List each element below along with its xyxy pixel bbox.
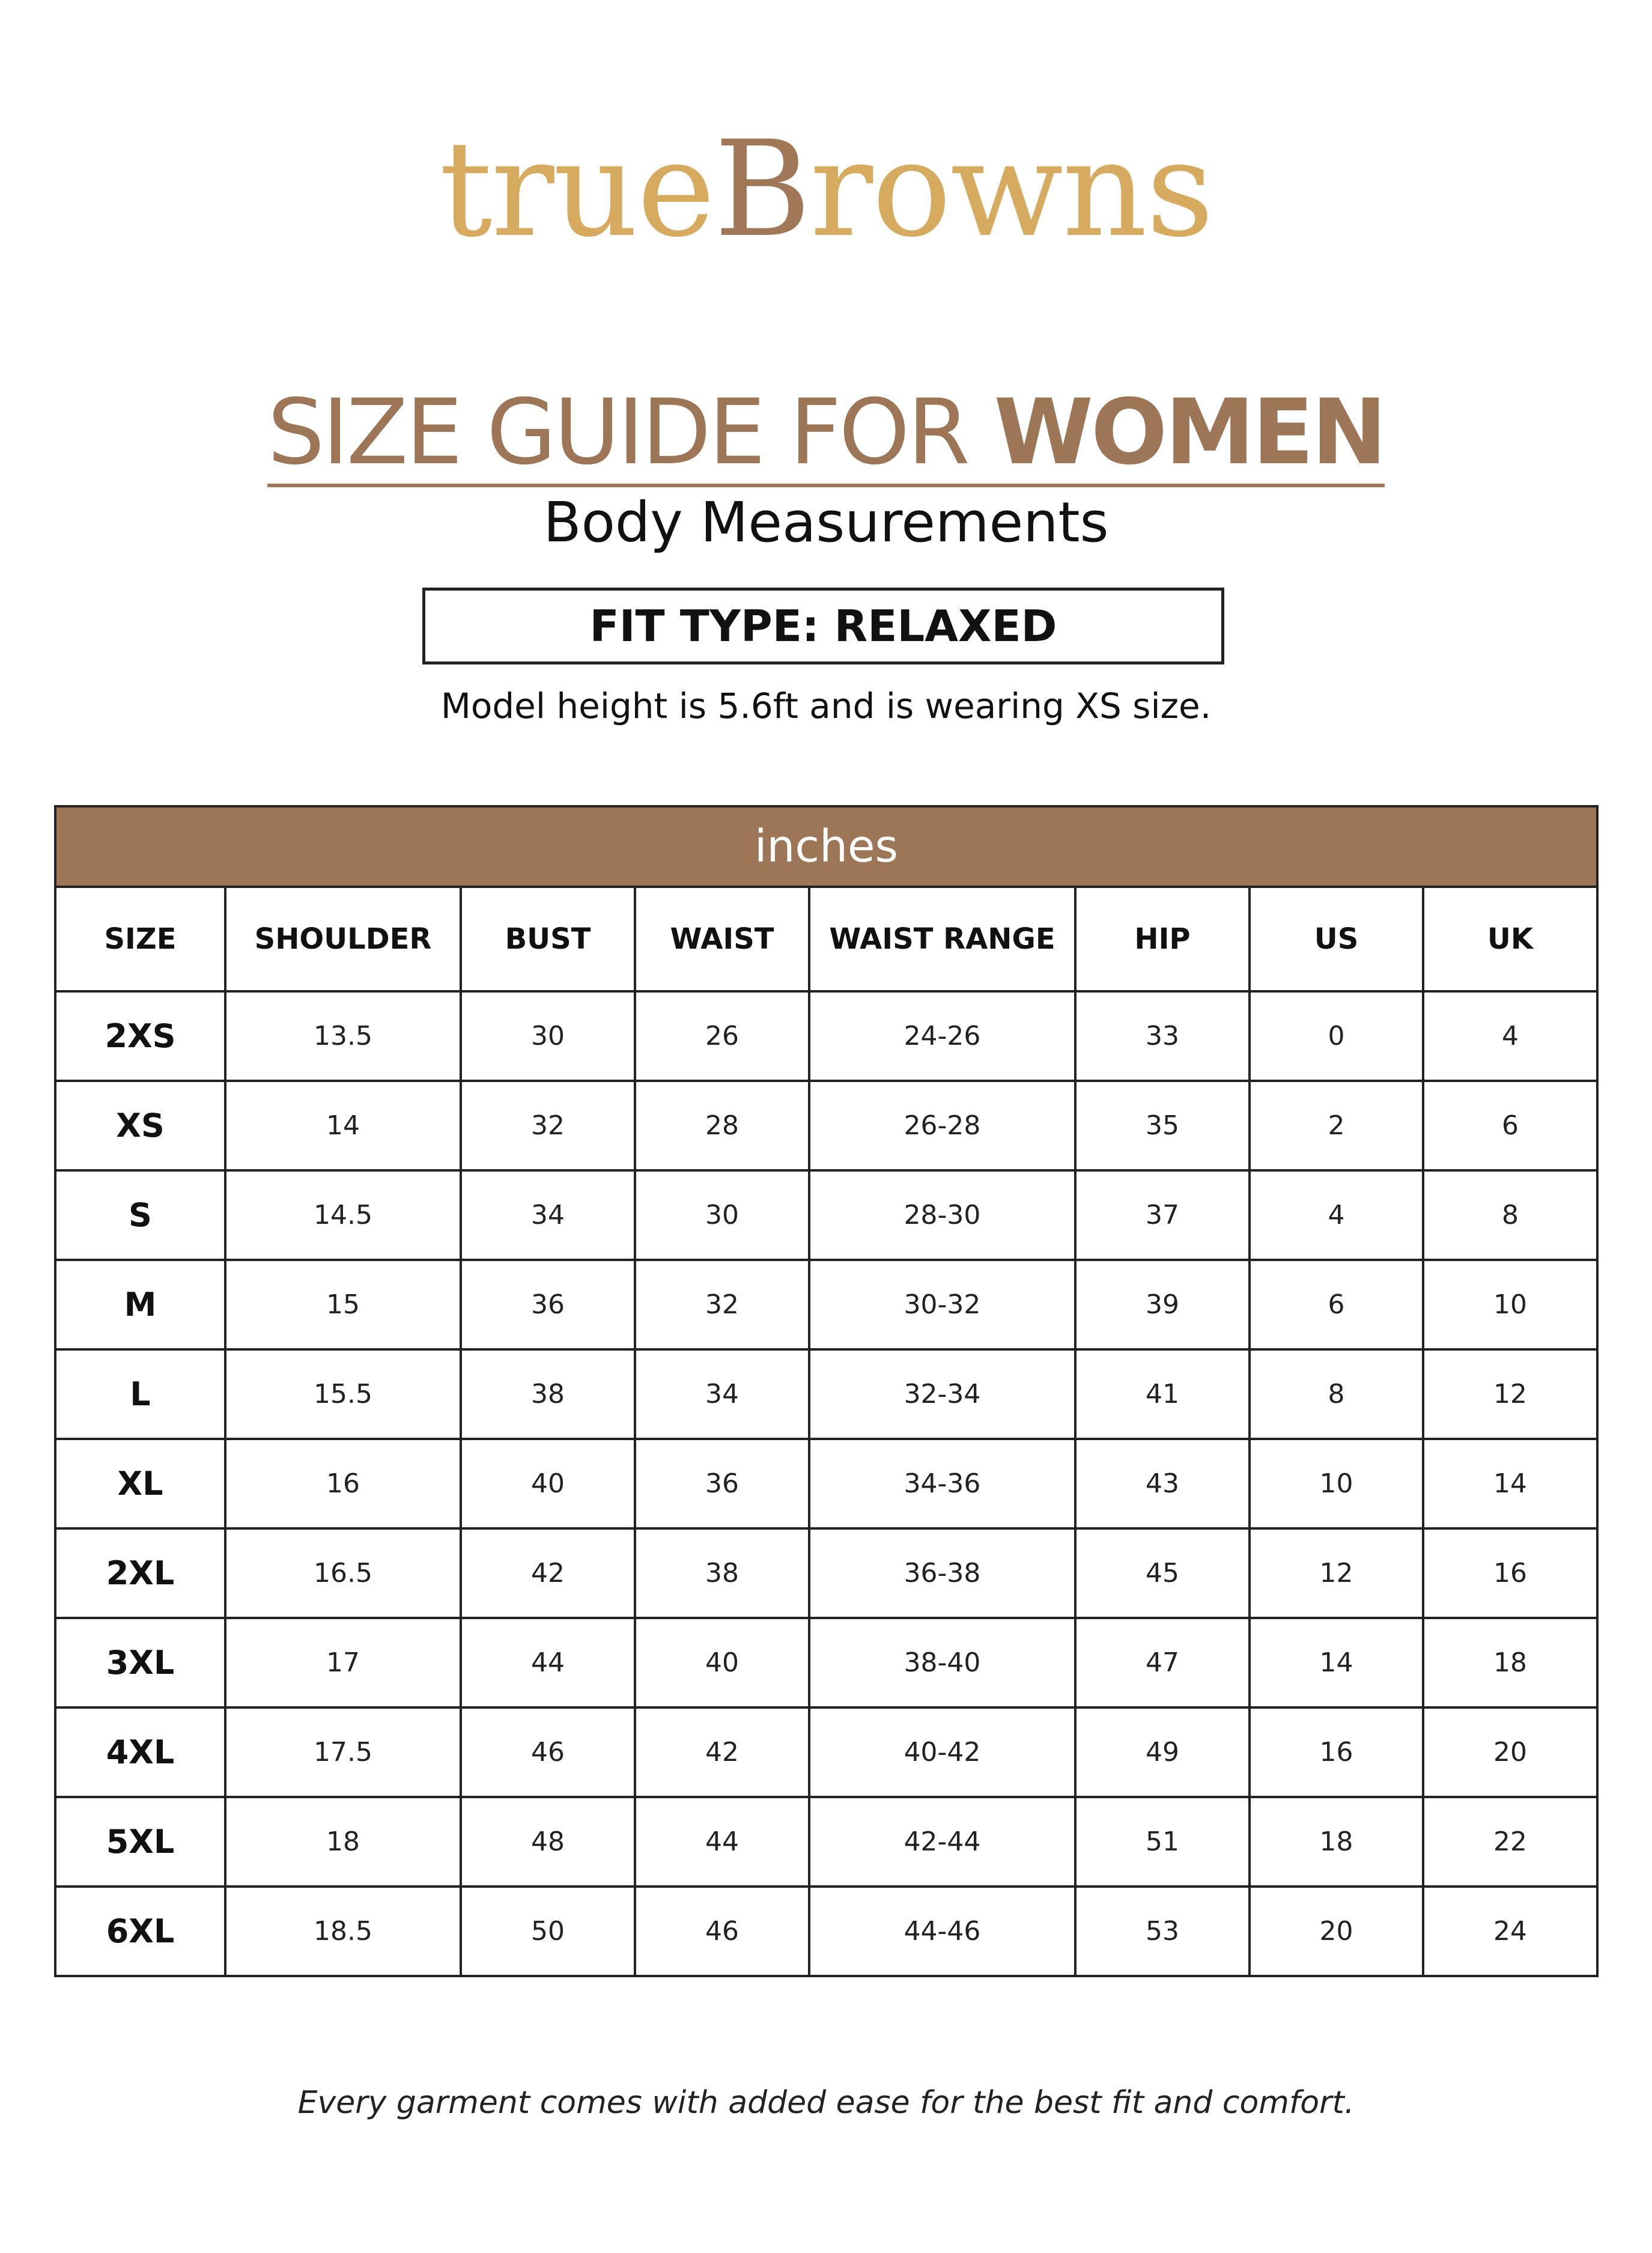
column-header: SHOULDER	[225, 887, 461, 991]
table-cell: 51	[1075, 1797, 1250, 1887]
unit-header-row	[55, 806, 1597, 887]
size-cell: XL	[55, 1439, 225, 1528]
table-cell: 18	[1423, 1618, 1597, 1707]
table-cell: 2	[1250, 1081, 1423, 1170]
table-cell: 14.5	[225, 1170, 461, 1260]
table-cell: 24	[1423, 1887, 1597, 1976]
table-cell: 4	[1423, 991, 1597, 1081]
table-cell: 4	[1250, 1170, 1423, 1260]
size-table-body	[55, 991, 1597, 1976]
table-cell: 22	[1423, 1797, 1597, 1887]
table-cell: 30	[635, 1170, 809, 1260]
brand-logo	[0, 112, 1652, 266]
table-cell: 14	[225, 1081, 461, 1170]
table-cell: 18	[1250, 1797, 1423, 1887]
table-cell: 8	[1423, 1170, 1597, 1260]
page-subtitle: Body Measurements	[543, 490, 1109, 555]
table-cell: 10	[1423, 1260, 1597, 1349]
column-header: WAIST	[635, 887, 809, 991]
column-header-row	[55, 887, 1597, 991]
table-cell: 6	[1423, 1081, 1597, 1170]
size-cell: 5XL	[55, 1797, 225, 1887]
table-row	[55, 1081, 1597, 1170]
table-cell: 13.5	[225, 991, 461, 1081]
model-note: Model height is 5.6ft and is wearing XS size.	[440, 686, 1212, 726]
table-cell: 38	[461, 1349, 635, 1439]
table-cell: 33	[1075, 991, 1250, 1081]
table-cell: 12	[1423, 1349, 1597, 1439]
table-cell: 37	[1075, 1170, 1250, 1260]
table-cell: 6	[1250, 1260, 1423, 1349]
table-cell: 39	[1075, 1260, 1250, 1349]
table-cell: 36	[635, 1439, 809, 1528]
size-cell: XS	[55, 1081, 225, 1170]
table-row	[55, 1528, 1597, 1618]
table-cell: 44	[635, 1797, 809, 1887]
table-cell: 49	[1075, 1707, 1250, 1797]
table-cell: 40	[635, 1618, 809, 1707]
page-title-bold: WOMEN	[994, 380, 1385, 485]
table-cell: 14	[1250, 1618, 1423, 1707]
table-row	[55, 991, 1597, 1081]
size-cell: 6XL	[55, 1887, 225, 1976]
table-cell: 14	[1423, 1439, 1597, 1528]
table-row	[55, 1707, 1597, 1797]
column-header: WAIST RANGE	[809, 887, 1075, 991]
table-cell: 50	[461, 1887, 635, 1976]
page-title-underlined	[267, 382, 1384, 487]
table-cell: 46	[635, 1887, 809, 1976]
logo-b-mark: B	[714, 112, 810, 266]
table-cell: 40	[461, 1439, 635, 1528]
table-cell: 36-38	[809, 1528, 1075, 1618]
size-cell: 3XL	[55, 1618, 225, 1707]
table-cell: 32-34	[809, 1349, 1075, 1439]
table-cell: 16.5	[225, 1528, 461, 1618]
unit-label: inches	[55, 806, 1597, 887]
table-cell: 47	[1075, 1618, 1250, 1707]
table-row	[55, 1170, 1597, 1260]
table-cell: 18	[225, 1797, 461, 1887]
table-cell: 44-46	[809, 1887, 1075, 1976]
table-cell: 20	[1423, 1707, 1597, 1797]
table-cell: 0	[1250, 991, 1423, 1081]
table-cell: 30-32	[809, 1260, 1075, 1349]
table-row	[55, 1887, 1597, 1976]
table-cell: 28-30	[809, 1170, 1075, 1260]
table-cell: 32	[461, 1081, 635, 1170]
table-cell: 16	[1423, 1528, 1597, 1618]
table-row	[55, 1618, 1597, 1707]
table-cell: 53	[1075, 1887, 1250, 1976]
table-cell: 20	[1250, 1887, 1423, 1976]
table-cell: 36	[461, 1260, 635, 1349]
table-cell: 17	[225, 1618, 461, 1707]
page-title-light: SIZE GUIDE FOR	[267, 380, 994, 485]
table-cell: 30	[461, 991, 635, 1081]
column-header: US	[1250, 887, 1423, 991]
table-cell: 38-40	[809, 1618, 1075, 1707]
footer-note: Every garment comes with added ease for the best fit and comfort.	[297, 2085, 1355, 2121]
table-cell: 42	[461, 1528, 635, 1618]
column-header: HIP	[1075, 887, 1250, 991]
table-cell: 15	[225, 1260, 461, 1349]
fit-type-box: FIT TYPE: RELAXED	[422, 588, 1224, 664]
table-cell: 40-42	[809, 1707, 1075, 1797]
table-cell: 38	[635, 1528, 809, 1618]
table-cell: 42-44	[809, 1797, 1075, 1887]
table-cell: 34	[461, 1170, 635, 1260]
table-row	[55, 1797, 1597, 1887]
table-cell: 44	[461, 1618, 635, 1707]
table-cell: 34-36	[809, 1439, 1075, 1528]
size-cell: S	[55, 1170, 225, 1260]
table-cell: 17.5	[225, 1707, 461, 1797]
table-cell: 41	[1075, 1349, 1250, 1439]
table-cell: 12	[1250, 1528, 1423, 1618]
table-row	[55, 1260, 1597, 1349]
size-cell: L	[55, 1349, 225, 1439]
table-cell: 15.5	[225, 1349, 461, 1439]
table-cell: 34	[635, 1349, 809, 1439]
column-header: SIZE	[55, 887, 225, 991]
table-cell: 32	[635, 1260, 809, 1349]
table-cell: 26-28	[809, 1081, 1075, 1170]
page-title	[0, 382, 1652, 487]
logo-text-true: true	[439, 112, 714, 266]
table-cell: 45	[1075, 1528, 1250, 1618]
table-cell: 48	[461, 1797, 635, 1887]
table-cell: 46	[461, 1707, 635, 1797]
table-cell: 16	[225, 1439, 461, 1528]
column-header: UK	[1423, 887, 1597, 991]
column-header: BUST	[461, 887, 635, 991]
table-cell: 35	[1075, 1081, 1250, 1170]
table-cell: 42	[635, 1707, 809, 1797]
table-cell: 8	[1250, 1349, 1423, 1439]
table-cell: 28	[635, 1081, 809, 1170]
table-row	[55, 1439, 1597, 1528]
size-cell: M	[55, 1260, 225, 1349]
logo-text-rowns: rowns	[810, 112, 1213, 266]
table-cell: 16	[1250, 1707, 1423, 1797]
size-cell: 2XS	[55, 991, 225, 1081]
size-cell: 2XL	[55, 1528, 225, 1618]
table-cell: 10	[1250, 1439, 1423, 1528]
table-cell: 18.5	[225, 1887, 461, 1976]
table-cell: 43	[1075, 1439, 1250, 1528]
table-cell: 24-26	[809, 991, 1075, 1081]
table-row	[55, 1349, 1597, 1439]
table-cell: 26	[635, 991, 809, 1081]
size-chart-table	[54, 805, 1599, 1977]
size-cell: 4XL	[55, 1707, 225, 1797]
